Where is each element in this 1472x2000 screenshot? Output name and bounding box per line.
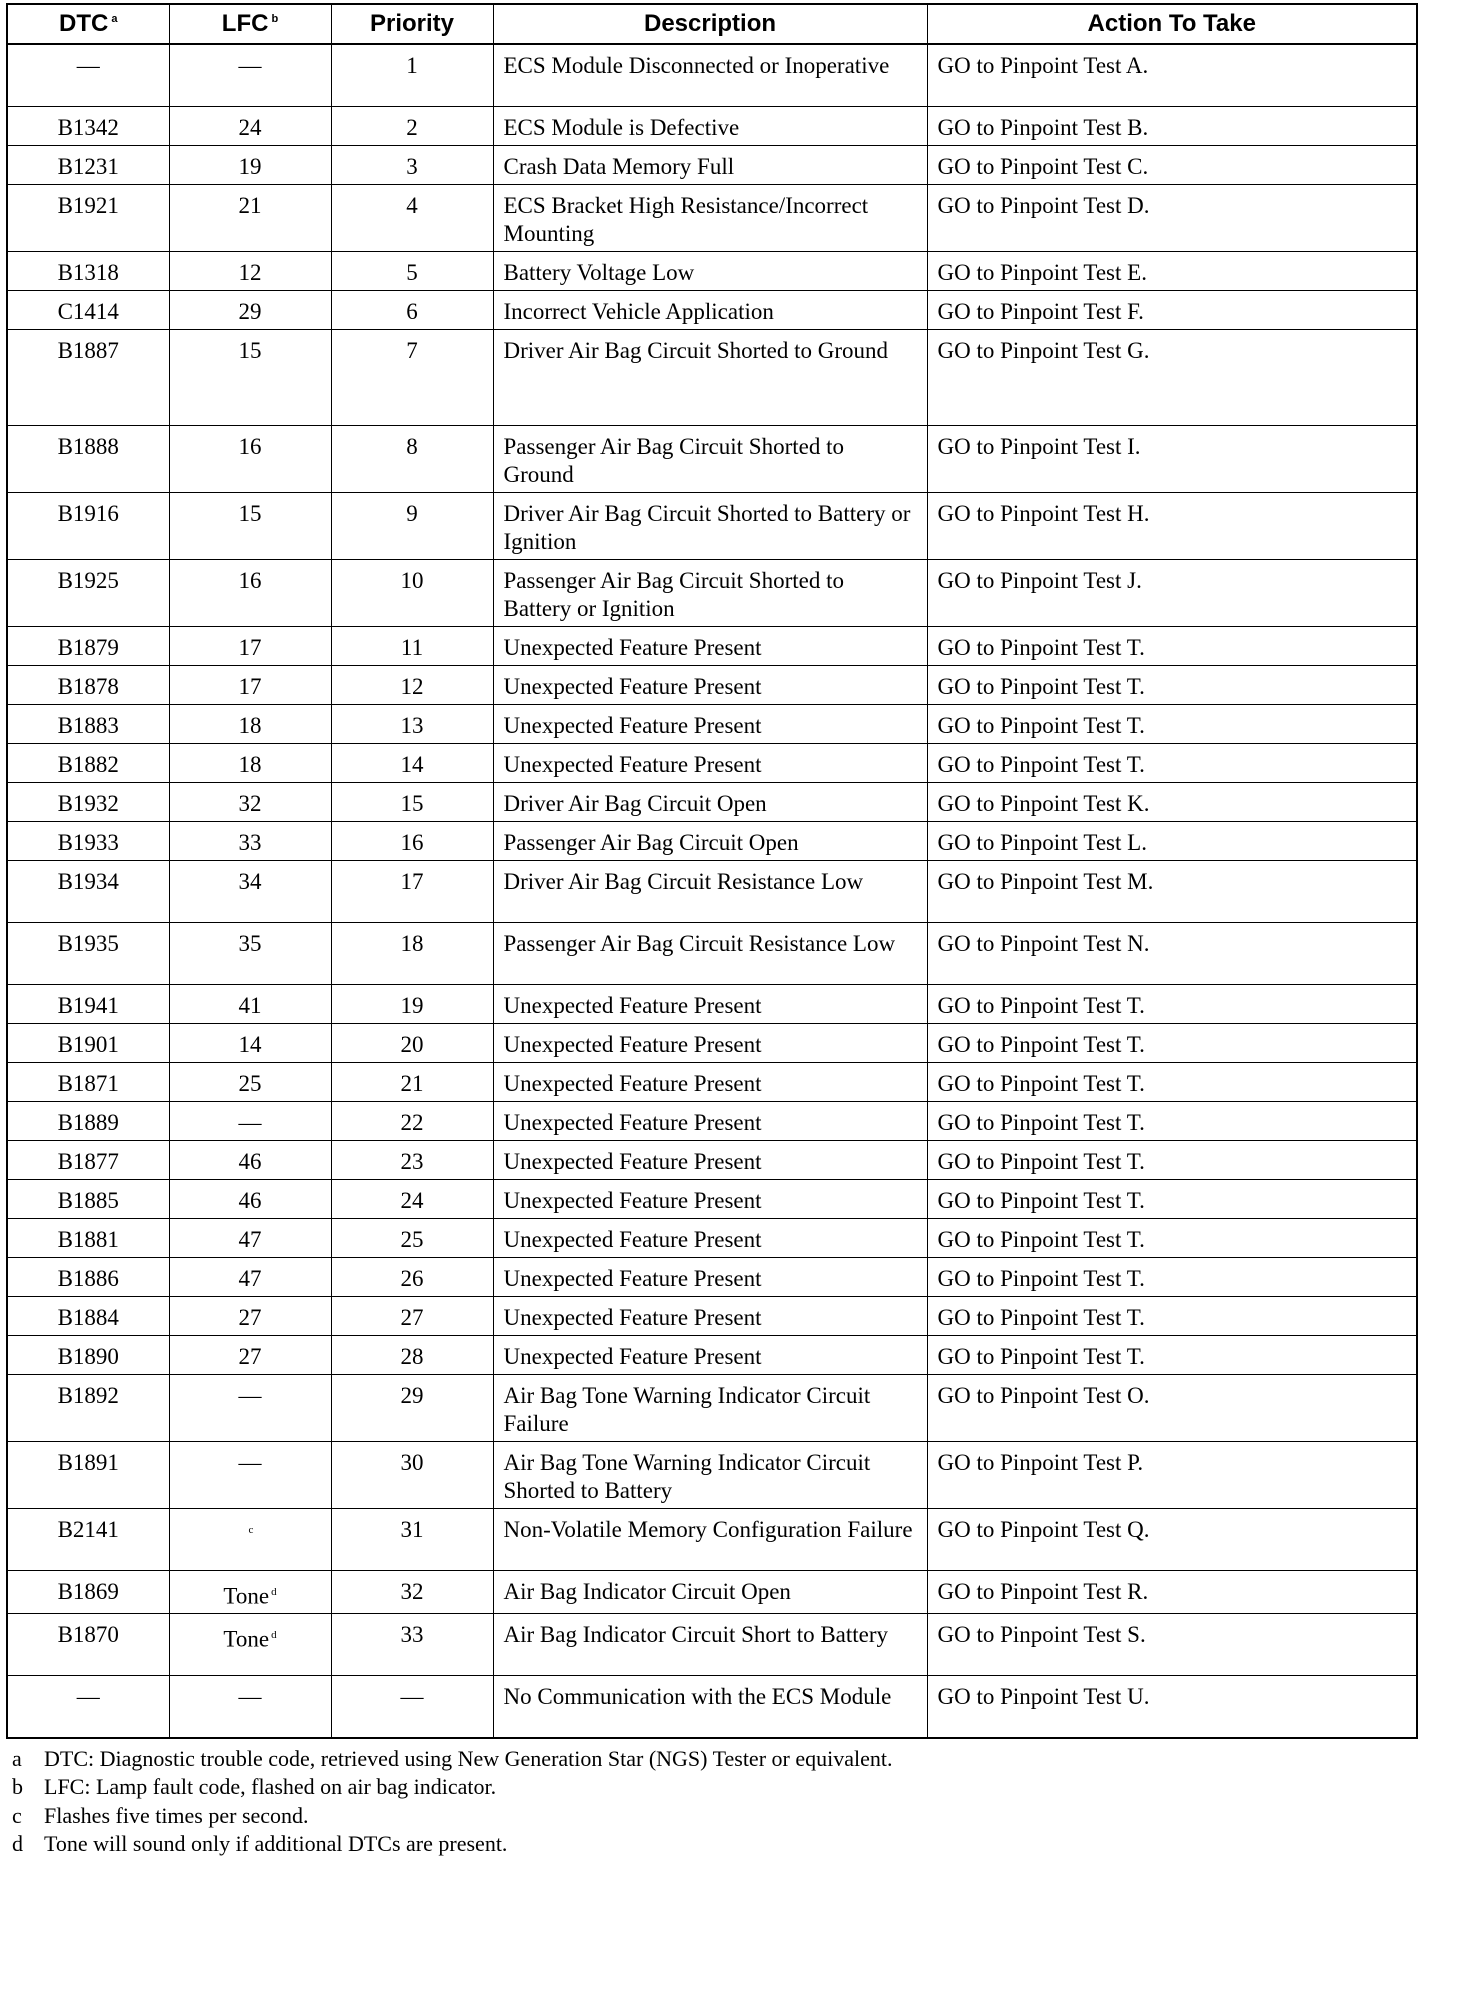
- footnote: [6, 1773, 1416, 1802]
- cell-dtc: B1935: [7, 922, 169, 984]
- cell-dtc: —: [7, 44, 169, 106]
- table-row: [7, 984, 1417, 1023]
- cell-action: GO to Pinpoint Test O.: [927, 1374, 1417, 1441]
- cell-description: Unexpected Feature Present: [493, 1023, 927, 1062]
- cell-dtc: B1887: [7, 329, 169, 425]
- cell-action: GO to Pinpoint Test T.: [927, 1101, 1417, 1140]
- cell-priority: 20: [331, 1023, 493, 1062]
- cell-description: Unexpected Feature Present: [493, 1179, 927, 1218]
- column-header-description: Description: [493, 4, 927, 44]
- cell-priority: 3: [331, 145, 493, 184]
- cell-action: GO to Pinpoint Test T.: [927, 665, 1417, 704]
- table-row: [7, 1374, 1417, 1441]
- cell-description: Air Bag Tone Warning Indicator Circuit Shorted to Battery: [493, 1441, 927, 1508]
- cell-lfc: 27: [169, 1296, 331, 1335]
- cell-action: GO to Pinpoint Test K.: [927, 782, 1417, 821]
- cell-priority: 30: [331, 1441, 493, 1508]
- table-row: [7, 1257, 1417, 1296]
- cell-description: Crash Data Memory Full: [493, 145, 927, 184]
- cell-dtc: B1933: [7, 821, 169, 860]
- cell-dtc: B1889: [7, 1101, 169, 1140]
- table-row: [7, 1023, 1417, 1062]
- table-row: [7, 251, 1417, 290]
- cell-description: Unexpected Feature Present: [493, 1218, 927, 1257]
- cell-action: GO to Pinpoint Test T.: [927, 1335, 1417, 1374]
- cell-description: Passenger Air Bag Circuit Open: [493, 821, 927, 860]
- footnote-key: b: [12, 1774, 23, 1800]
- cell-action: GO to Pinpoint Test T.: [927, 626, 1417, 665]
- cell-dtc: B1901: [7, 1023, 169, 1062]
- table-row: [7, 1508, 1417, 1570]
- cell-description: Non-Volatile Memory Configuration Failure: [493, 1508, 927, 1570]
- cell-lfc: 18: [169, 743, 331, 782]
- column-header-dtc: DTC $^a$: [7, 4, 169, 44]
- cell-description: ECS Bracket High Resistance/Incorrect Mounting: [493, 184, 927, 251]
- cell-lfc: 25: [169, 1062, 331, 1101]
- table-row: [7, 860, 1417, 922]
- cell-priority: 27: [331, 1296, 493, 1335]
- table-row: [7, 821, 1417, 860]
- cell-dtc: B1870: [7, 1614, 169, 1676]
- cell-lfc: —: [169, 1676, 331, 1738]
- cell-lfc: 15: [169, 329, 331, 425]
- cell-action: GO to Pinpoint Test T.: [927, 743, 1417, 782]
- cell-dtc: B1892: [7, 1374, 169, 1441]
- table-row: [7, 106, 1417, 145]
- cell-priority: 32: [331, 1570, 493, 1614]
- cell-action: GO to Pinpoint Test D.: [927, 184, 1417, 251]
- cell-dtc: B1881: [7, 1218, 169, 1257]
- table-row: [7, 1335, 1417, 1374]
- cell-description: Air Bag Tone Warning Indicator Circuit Failure: [493, 1374, 927, 1441]
- cell-dtc: B1891: [7, 1441, 169, 1508]
- cell-description: Air Bag Indicator Circuit Open: [493, 1570, 927, 1614]
- cell-lfc: Tone $^d$: [169, 1614, 331, 1676]
- cell-description: Unexpected Feature Present: [493, 704, 927, 743]
- cell-action: GO to Pinpoint Test I.: [927, 425, 1417, 492]
- footnote: [6, 1830, 1416, 1859]
- footnote-marker: d: [271, 1629, 277, 1642]
- table-row: [7, 665, 1417, 704]
- cell-dtc: B1883: [7, 704, 169, 743]
- table-row: [7, 782, 1417, 821]
- table-row: [7, 743, 1417, 782]
- document-page: [6, 3, 1416, 1859]
- table-row: [7, 1218, 1417, 1257]
- footnote: [6, 1745, 1416, 1774]
- cell-action: GO to Pinpoint Test T.: [927, 1296, 1417, 1335]
- cell-action: GO to Pinpoint Test N.: [927, 922, 1417, 984]
- footnote-text: DTC: Diagnostic trouble code, retrieved using New Generation Star (NGS) Tester or equivalent.: [44, 1745, 893, 1771]
- cell-action: GO to Pinpoint Test R.: [927, 1570, 1417, 1614]
- footnote-marker: c: [248, 1523, 254, 1536]
- cell-dtc: B1890: [7, 1335, 169, 1374]
- table-row: [7, 559, 1417, 626]
- cell-description: Unexpected Feature Present: [493, 1062, 927, 1101]
- cell-lfc: 27: [169, 1335, 331, 1374]
- cell-priority: 29: [331, 1374, 493, 1441]
- cell-description: Unexpected Feature Present: [493, 626, 927, 665]
- table-row: [7, 922, 1417, 984]
- cell-action: GO to Pinpoint Test C.: [927, 145, 1417, 184]
- table-row: [7, 145, 1417, 184]
- cell-priority: —: [331, 1676, 493, 1738]
- cell-description: Driver Air Bag Circuit Shorted to Ground: [493, 329, 927, 425]
- table-row: [7, 1676, 1417, 1738]
- cell-action: GO to Pinpoint Test P.: [927, 1441, 1417, 1508]
- cell-lfc: 41: [169, 984, 331, 1023]
- table-row: [7, 184, 1417, 251]
- cell-action: GO to Pinpoint Test H.: [927, 492, 1417, 559]
- cell-dtc: B1869: [7, 1570, 169, 1614]
- cell-action: GO to Pinpoint Test T.: [927, 1023, 1417, 1062]
- cell-description: ECS Module is Defective: [493, 106, 927, 145]
- cell-description: Battery Voltage Low: [493, 251, 927, 290]
- table-row: [7, 1179, 1417, 1218]
- cell-description: Air Bag Indicator Circuit Short to Battery: [493, 1614, 927, 1676]
- cell-priority: 6: [331, 290, 493, 329]
- cell-priority: 21: [331, 1062, 493, 1101]
- cell-action: GO to Pinpoint Test T.: [927, 1140, 1417, 1179]
- cell-lfc: 46: [169, 1179, 331, 1218]
- cell-action: GO to Pinpoint Test T.: [927, 1179, 1417, 1218]
- cell-description: Passenger Air Bag Circuit Resistance Low: [493, 922, 927, 984]
- cell-description: Unexpected Feature Present: [493, 1140, 927, 1179]
- cell-priority: 8: [331, 425, 493, 492]
- cell-priority: 31: [331, 1508, 493, 1570]
- cell-lfc: 16: [169, 559, 331, 626]
- cell-lfc: 32: [169, 782, 331, 821]
- cell-priority: 1: [331, 44, 493, 106]
- cell-priority: 26: [331, 1257, 493, 1296]
- cell-dtc: —: [7, 1676, 169, 1738]
- cell-lfc: 17: [169, 665, 331, 704]
- footnotes: [6, 1745, 1416, 1859]
- table-row: [7, 329, 1417, 425]
- cell-lfc: 21: [169, 184, 331, 251]
- cell-lfc: —: [169, 1101, 331, 1140]
- cell-priority: 12: [331, 665, 493, 704]
- cell-priority: 23: [331, 1140, 493, 1179]
- cell-description: Unexpected Feature Present: [493, 1101, 927, 1140]
- cell-dtc: B1916: [7, 492, 169, 559]
- table-row: [7, 1140, 1417, 1179]
- table-row: [7, 704, 1417, 743]
- table-row: [7, 1062, 1417, 1101]
- cell-priority: 7: [331, 329, 493, 425]
- cell-priority: 28: [331, 1335, 493, 1374]
- cell-action: GO to Pinpoint Test T.: [927, 984, 1417, 1023]
- cell-lfc: —: [169, 1441, 331, 1508]
- cell-lfc: 18: [169, 704, 331, 743]
- table-row: [7, 1441, 1417, 1508]
- cell-lfc: 35: [169, 922, 331, 984]
- cell-action: GO to Pinpoint Test A.: [927, 44, 1417, 106]
- cell-dtc: B1884: [7, 1296, 169, 1335]
- cell-action: GO to Pinpoint Test J.: [927, 559, 1417, 626]
- cell-priority: 11: [331, 626, 493, 665]
- cell-description: No Communication with the ECS Module: [493, 1676, 927, 1738]
- footnote: [6, 1802, 1416, 1831]
- cell-lfc: —: [169, 44, 331, 106]
- footnote-text: LFC: Lamp fault code, flashed on air bag indicator.: [44, 1774, 497, 1800]
- table-row: [7, 1570, 1417, 1614]
- header-row: [7, 4, 1417, 44]
- cell-lfc: 24: [169, 106, 331, 145]
- cell-lfc: 29: [169, 290, 331, 329]
- cell-lfc: 15: [169, 492, 331, 559]
- cell-priority: 22: [331, 1101, 493, 1140]
- cell-action: GO to Pinpoint Test T.: [927, 1062, 1417, 1101]
- cell-action: GO to Pinpoint Test G.: [927, 329, 1417, 425]
- cell-priority: 17: [331, 860, 493, 922]
- cell-lfc: 17: [169, 626, 331, 665]
- table-row: [7, 1614, 1417, 1676]
- table-body: [7, 44, 1417, 1738]
- cell-description: Unexpected Feature Present: [493, 1335, 927, 1374]
- cell-dtc: B1879: [7, 626, 169, 665]
- cell-lfc: [169, 1508, 331, 1570]
- cell-lfc: 14: [169, 1023, 331, 1062]
- cell-priority: 33: [331, 1614, 493, 1676]
- cell-dtc: B1871: [7, 1062, 169, 1101]
- cell-description: Driver Air Bag Circuit Shorted to Battery or Ignition: [493, 492, 927, 559]
- column-header-action: Action To Take: [927, 4, 1417, 44]
- cell-lfc: 19: [169, 145, 331, 184]
- cell-lfc: Tone $^d$: [169, 1570, 331, 1614]
- cell-priority: 19: [331, 984, 493, 1023]
- table-row: [7, 290, 1417, 329]
- cell-lfc: 47: [169, 1257, 331, 1296]
- footnote-text: Tone will sound only if additional DTCs are present.: [44, 1831, 508, 1857]
- cell-priority: 9: [331, 492, 493, 559]
- cell-dtc: B1342: [7, 106, 169, 145]
- dtc-table: [6, 3, 1418, 1739]
- cell-description: Passenger Air Bag Circuit Shorted to Battery or Ignition: [493, 559, 927, 626]
- cell-dtc: B2141: [7, 1508, 169, 1570]
- cell-action: GO to Pinpoint Test T.: [927, 1257, 1417, 1296]
- column-header-priority: Priority: [331, 4, 493, 44]
- cell-dtc: B1925: [7, 559, 169, 626]
- cell-action: GO to Pinpoint Test L.: [927, 821, 1417, 860]
- table-row: [7, 425, 1417, 492]
- cell-dtc: B1878: [7, 665, 169, 704]
- cell-lfc: 46: [169, 1140, 331, 1179]
- cell-priority: 13: [331, 704, 493, 743]
- cell-lfc: 33: [169, 821, 331, 860]
- cell-description: Unexpected Feature Present: [493, 665, 927, 704]
- cell-description: Unexpected Feature Present: [493, 743, 927, 782]
- cell-action: GO to Pinpoint Test S.: [927, 1614, 1417, 1676]
- cell-action: GO to Pinpoint Test B.: [927, 106, 1417, 145]
- cell-action: GO to Pinpoint Test M.: [927, 860, 1417, 922]
- cell-action: GO to Pinpoint Test T.: [927, 704, 1417, 743]
- cell-description: Unexpected Feature Present: [493, 1296, 927, 1335]
- cell-action: GO to Pinpoint Test T.: [927, 1218, 1417, 1257]
- cell-priority: 25: [331, 1218, 493, 1257]
- cell-action: GO to Pinpoint Test E.: [927, 251, 1417, 290]
- cell-action: GO to Pinpoint Test U.: [927, 1676, 1417, 1738]
- cell-priority: 14: [331, 743, 493, 782]
- cell-description: Unexpected Feature Present: [493, 1257, 927, 1296]
- table-row: [7, 44, 1417, 106]
- cell-priority: 10: [331, 559, 493, 626]
- cell-description: Incorrect Vehicle Application: [493, 290, 927, 329]
- cell-dtc: B1882: [7, 743, 169, 782]
- cell-dtc: B1941: [7, 984, 169, 1023]
- table-row: [7, 626, 1417, 665]
- cell-action: GO to Pinpoint Test Q.: [927, 1508, 1417, 1570]
- cell-dtc: B1932: [7, 782, 169, 821]
- cell-priority: 16: [331, 821, 493, 860]
- cell-dtc: B1888: [7, 425, 169, 492]
- cell-dtc: B1231: [7, 145, 169, 184]
- cell-description: Passenger Air Bag Circuit Shorted to Ground: [493, 425, 927, 492]
- footnote-marker: d: [271, 1585, 277, 1598]
- cell-description: Driver Air Bag Circuit Resistance Low: [493, 860, 927, 922]
- cell-dtc: B1921: [7, 184, 169, 251]
- cell-lfc: 47: [169, 1218, 331, 1257]
- cell-dtc: B1934: [7, 860, 169, 922]
- cell-priority: 5: [331, 251, 493, 290]
- table-row: [7, 1296, 1417, 1335]
- footnote-text: Flashes five times per second.: [44, 1802, 309, 1828]
- cell-lfc: 12: [169, 251, 331, 290]
- column-header-lfc: LFC $^b$: [169, 4, 331, 44]
- cell-dtc: C1414: [7, 290, 169, 329]
- cell-lfc: 16: [169, 425, 331, 492]
- cell-lfc: —: [169, 1374, 331, 1441]
- cell-description: Unexpected Feature Present: [493, 984, 927, 1023]
- cell-lfc: 34: [169, 860, 331, 922]
- cell-priority: 18: [331, 922, 493, 984]
- cell-action: GO to Pinpoint Test F.: [927, 290, 1417, 329]
- cell-dtc: B1885: [7, 1179, 169, 1218]
- cell-dtc: B1877: [7, 1140, 169, 1179]
- table-row: [7, 1101, 1417, 1140]
- cell-dtc: B1886: [7, 1257, 169, 1296]
- cell-priority: 24: [331, 1179, 493, 1218]
- footnote-key: c: [12, 1802, 22, 1828]
- cell-dtc: B1318: [7, 251, 169, 290]
- cell-priority: 4: [331, 184, 493, 251]
- table-row: [7, 492, 1417, 559]
- footnote-key: d: [12, 1831, 23, 1857]
- footnote-key: a: [12, 1745, 22, 1771]
- cell-description: Driver Air Bag Circuit Open: [493, 782, 927, 821]
- cell-priority: 15: [331, 782, 493, 821]
- cell-priority: 2: [331, 106, 493, 145]
- cell-description: ECS Module Disconnected or Inoperative: [493, 44, 927, 106]
